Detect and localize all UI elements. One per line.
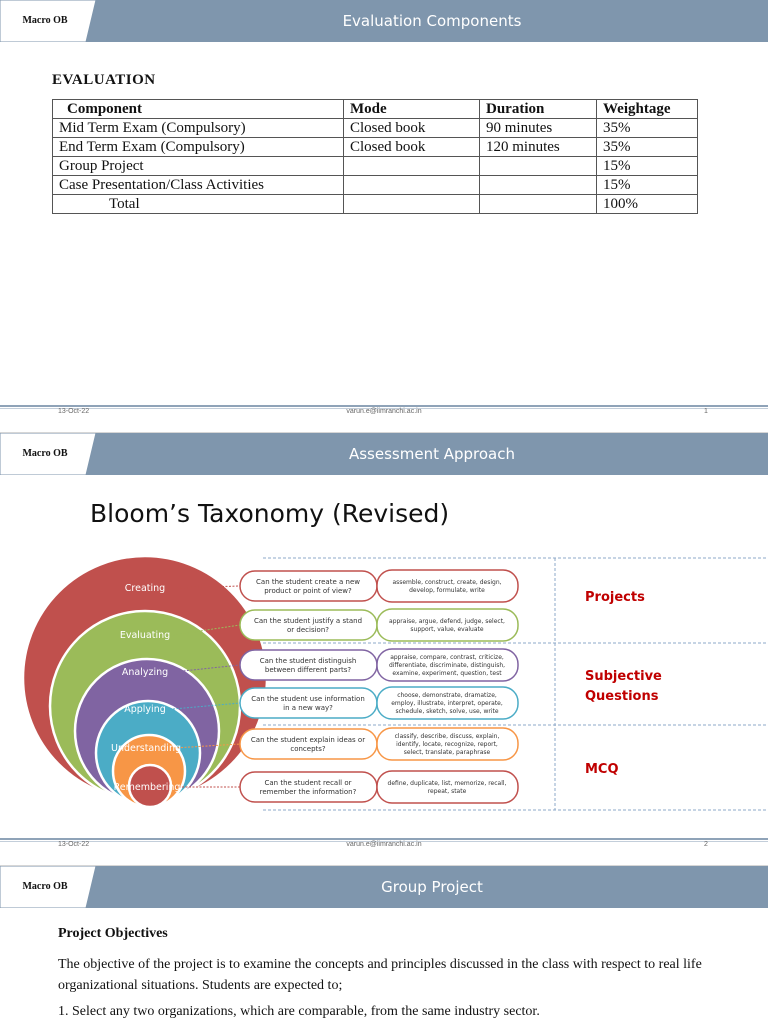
table-cell: Closed book: [344, 138, 480, 157]
footer-page-number: 1: [704, 408, 708, 415]
level-label-applying: Applying: [124, 704, 166, 715]
table-header-row: [53, 100, 698, 119]
slide-title: Group Project: [381, 878, 483, 896]
question-text: Can the student justify a stand or decision?: [253, 617, 363, 634]
question-text: Can the student recall or remember the information?: [259, 779, 357, 796]
table-row: [53, 138, 698, 157]
verbs-text: assemble, construct, create, design, develop, formulate, write: [392, 579, 502, 594]
question-box: [240, 610, 377, 640]
assessment-category: Projects: [585, 590, 645, 605]
question-box: [240, 688, 377, 718]
project-list-item: 1. Select any two organizations, which are comparable, from the same industry sector.: [58, 1004, 540, 1019]
slide-title: Assessment Approach: [348, 445, 515, 463]
verbs-text: choose, demonstrate, dramatize, employ, illustrate, interpret, operate, schedule, sketch, solve, use, write: [391, 692, 503, 715]
question-text: Can the student explain ideas or concepts?: [250, 736, 366, 753]
verbs-text: define, duplicate, list, memorize, recall, repeat, state: [387, 780, 507, 795]
level-label-creating: Creating: [124, 583, 166, 594]
table-cell: 15%: [597, 157, 698, 176]
footer-rule: [0, 405, 768, 407]
slide-footer: [0, 838, 768, 858]
question-text: Can the student use information in a new way?: [251, 695, 365, 712]
course-tab-label: Macro OB: [22, 448, 68, 459]
column-header-mode: Mode: [344, 100, 480, 119]
course-tab-label: Macro OB: [22, 15, 68, 26]
verbs-box: [377, 771, 518, 803]
verbs-text: classify, describe, discuss, explain, identify, locate, recognize, report, select, translate, paraphrase: [394, 733, 500, 756]
slide-header: [0, 866, 768, 908]
table-cell: 15%: [597, 176, 698, 195]
question-box: [240, 650, 377, 680]
verbs-text: appraise, compare, contrast, criticize, differentiate, discriminate, distinguish, examine, experiment, question, test: [388, 654, 506, 677]
level-label-evaluating: Evaluating: [119, 630, 171, 641]
level-label-understanding: Understanding: [111, 743, 181, 754]
bloom-taxonomy-diagram: [0, 433, 768, 865]
table-cell: [480, 176, 597, 195]
assessment-category: Subjective Questions: [585, 669, 662, 704]
table-row: [53, 119, 698, 138]
table-cell: End Term Exam (Compulsory): [53, 138, 344, 157]
column-header-duration: Duration: [480, 100, 597, 119]
table-cell: [344, 157, 480, 176]
project-objectives-paragraph: The objective of the project is to examine the concepts and principles discussed in the class with respect to real life organizational situations. Students are expected to;: [58, 957, 702, 993]
footer-email: varun.e@iimranchi.ac.in: [346, 841, 422, 848]
table-row: [53, 176, 698, 195]
table-cell: 35%: [597, 138, 698, 157]
slide-evaluation-components: [0, 0, 768, 432]
total-value: 100%: [597, 195, 698, 214]
footer-email: varun.e@iimranchi.ac.in: [346, 408, 422, 415]
table-cell: Group Project: [53, 157, 344, 176]
column-header-weightage: Weightage: [597, 100, 698, 119]
verbs-box: [377, 570, 518, 602]
slide-footer: [0, 405, 768, 425]
table-total-row: [53, 195, 698, 214]
slide-group-project: [0, 866, 768, 1024]
table-cell: 35%: [597, 119, 698, 138]
table-cell: Mid Term Exam (Compulsory): [53, 119, 344, 138]
footer-date: 13-Oct-22: [58, 408, 90, 415]
footer-rule: [0, 838, 768, 840]
project-objectives-heading: Project Objectives: [58, 926, 168, 941]
slide-header: [0, 0, 768, 42]
level-label-analyzing: Analyzing: [121, 667, 169, 678]
total-label: Total: [53, 195, 344, 214]
table-cell: [344, 195, 480, 214]
footer-page-number: 2: [704, 841, 708, 848]
table-cell: 90 minutes: [480, 119, 597, 138]
slide-title: Evaluation Components: [342, 12, 522, 30]
table-cell: Case Presentation/Class Activities: [53, 176, 344, 195]
assessment-category: MCQ: [585, 762, 619, 777]
question-text: Can the student create a new product or point of view?: [256, 578, 360, 595]
verbs-box: [377, 609, 518, 641]
evaluation-heading: EVALUATION: [52, 72, 156, 88]
course-tab-label: Macro OB: [22, 881, 68, 892]
question-text: Can the student distinguish between different parts?: [259, 657, 357, 674]
table-cell: [344, 176, 480, 195]
verbs-text: appraise, argue, defend, judge, select, support, value, evaluate: [389, 618, 505, 633]
table-cell: Closed book: [344, 119, 480, 138]
table-row: [53, 157, 698, 176]
footer-date: 13-Oct-22: [58, 841, 90, 848]
table-cell: [480, 195, 597, 214]
question-box: [240, 729, 377, 759]
level-label-remembering: Remembering: [113, 782, 181, 793]
question-box: [240, 772, 377, 802]
question-box: [240, 571, 377, 601]
bloom-title: Bloom’s Taxonomy (Revised): [90, 499, 450, 528]
column-header-component: Component: [53, 100, 344, 119]
slide-assessment-approach: [0, 433, 768, 865]
table-cell: [480, 157, 597, 176]
evaluation-table: [52, 99, 698, 214]
table-cell: 120 minutes: [480, 138, 597, 157]
